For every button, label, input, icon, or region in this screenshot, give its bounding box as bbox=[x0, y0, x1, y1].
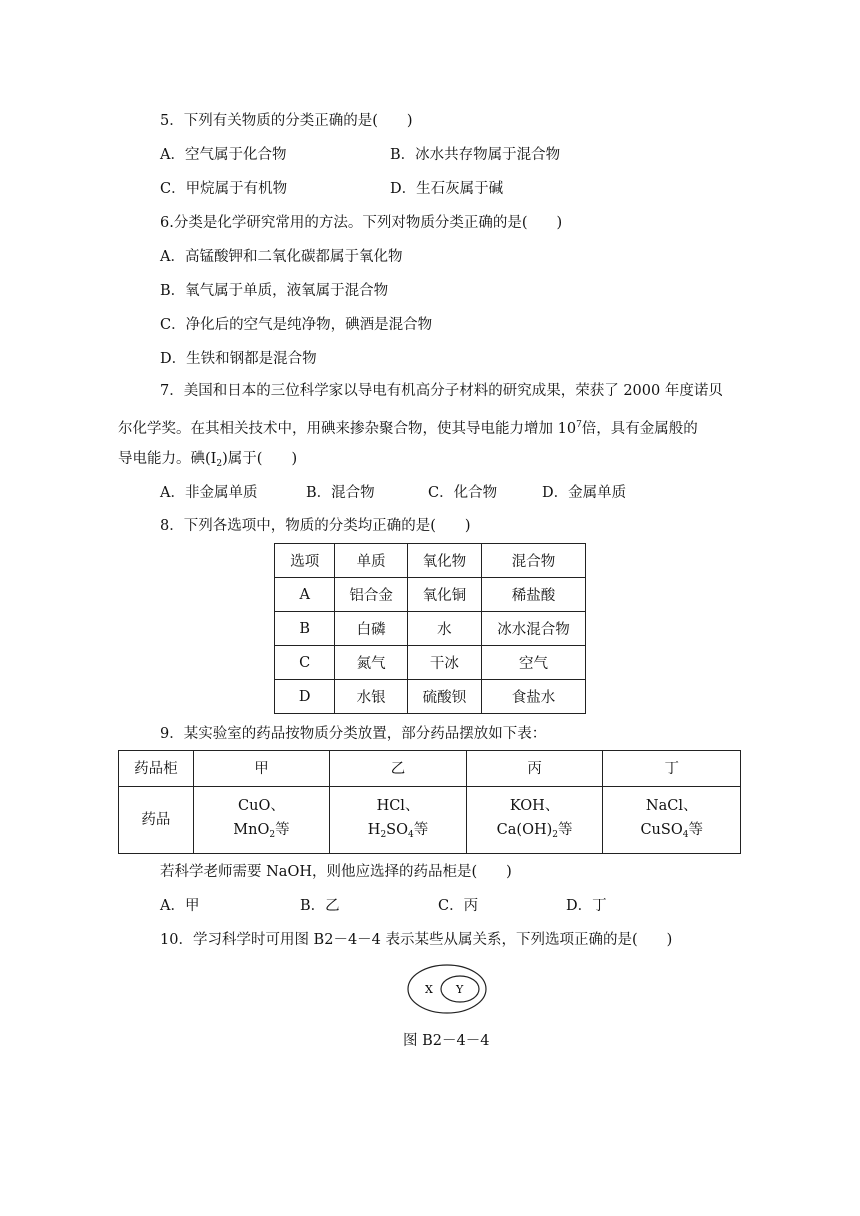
q8-stem: 8．下列各选项中，物质的分类均正确的是( ) bbox=[160, 518, 471, 534]
q8-table bbox=[274, 543, 586, 714]
table-header: 药品柜 bbox=[119, 751, 194, 787]
table-header: 选项 bbox=[275, 544, 335, 578]
table-row bbox=[275, 578, 586, 612]
q7-option-b: B．混合物 bbox=[306, 485, 375, 501]
q9-stem: 9．某实验室的药品按物质分类放置，部分药品摆放如下表： bbox=[160, 726, 547, 742]
table-cell: D bbox=[275, 680, 335, 714]
table-row bbox=[275, 646, 586, 680]
q6-option-d: D．生铁和钢都是混合物 bbox=[160, 351, 317, 367]
table-row bbox=[275, 612, 586, 646]
table-row bbox=[275, 680, 586, 714]
table-row bbox=[119, 787, 741, 854]
figure-caption: 图 B2－4－4 bbox=[403, 1033, 490, 1049]
q6-stem: 6.分类是化学研究常用的方法。下列对物质分类正确的是( ) bbox=[160, 215, 563, 231]
table-cell: 硫酸钡 bbox=[407, 680, 481, 714]
table-cell: 冰水混合物 bbox=[482, 612, 586, 646]
q9-table bbox=[118, 750, 741, 854]
table-cell: 白磷 bbox=[335, 612, 407, 646]
q7-option-a: A．非金属单质 bbox=[160, 485, 258, 501]
q9-question: 若科学老师需要 NaOH，则他应选择的药品柜是( ) bbox=[160, 864, 512, 880]
table-cell: 食盐水 bbox=[482, 680, 586, 714]
table-header: 单质 bbox=[335, 544, 407, 578]
table-cell: 氧化铜 bbox=[407, 578, 481, 612]
table-cell: 干冰 bbox=[407, 646, 481, 680]
table-cell: C bbox=[275, 646, 335, 680]
table-cell: 水银 bbox=[335, 680, 407, 714]
q5-stem: 5．下列有关物质的分类正确的是( ) bbox=[160, 113, 413, 129]
table-cell: 铝合金 bbox=[335, 578, 407, 612]
q7-option-d: D．金属单质 bbox=[542, 485, 627, 501]
table-header: 氧化物 bbox=[407, 544, 481, 578]
table-header-row bbox=[119, 751, 741, 787]
q5-option-b: B．冰水共存物属于混合物 bbox=[390, 147, 561, 163]
table-header: 混合物 bbox=[482, 544, 586, 578]
q9-option-a: A．甲 bbox=[160, 898, 200, 914]
table-cell: 水 bbox=[407, 612, 481, 646]
q5-option-c: C．甲烷属于有机物 bbox=[160, 181, 288, 197]
q9-option-c: C．丙 bbox=[438, 898, 479, 914]
table-cell: HCl、 $H_2SO_4$等 bbox=[330, 787, 467, 854]
q6-option-c: C．净化后的空气是纯净物，碘酒是混合物 bbox=[160, 317, 433, 333]
table-cell: B bbox=[275, 612, 335, 646]
q6-option-b: B．氧气属于单质，液氧属于混合物 bbox=[160, 283, 389, 299]
q10-stem: 10．学习科学时可用图 B2－4－4 表示某些从属关系，下列选项正确的是( ) bbox=[160, 932, 673, 948]
table-cell: 稀盐酸 bbox=[482, 578, 586, 612]
table-header: 丁 bbox=[603, 751, 741, 787]
q9-option-b: B．乙 bbox=[300, 898, 340, 914]
outer-label: X bbox=[425, 983, 433, 996]
table-header-row bbox=[275, 544, 586, 578]
table-header: 丙 bbox=[466, 751, 603, 787]
inner-label: Y bbox=[456, 983, 464, 996]
table-cell: A bbox=[275, 578, 335, 612]
q5-option-d: D．生石灰属于碱 bbox=[390, 181, 504, 197]
table-cell: KOH、 $Ca(OH)_2$等 bbox=[466, 787, 603, 854]
table-header: 乙 bbox=[330, 751, 467, 787]
q7-option-c: C．化合物 bbox=[428, 485, 498, 501]
table-cell: NaCl、 CuSO$_4$等 bbox=[603, 787, 741, 854]
q9-option-d: D．丁 bbox=[566, 898, 607, 914]
table-cell: 药品 bbox=[119, 787, 194, 854]
outer-ellipse bbox=[408, 965, 486, 1013]
table-header: 甲 bbox=[193, 751, 330, 787]
q6-option-a: A．高锰酸钾和二氧化碳都属于氧化物 bbox=[160, 249, 403, 265]
venn-diagram bbox=[404, 962, 490, 1016]
table-cell: CuO、 MnO$_2$等 bbox=[193, 787, 330, 854]
q5-option-a: A．空气属于化合物 bbox=[160, 147, 287, 163]
q7-line-2: 尔化学奖。在其相关技术中，用碘来掺杂聚合物，使其导电能力增加 $10^7$倍，具有金属般的 bbox=[118, 420, 698, 437]
q7-line-3: 导电能力。碘$(I_2)$属于( ) bbox=[118, 451, 298, 469]
table-cell: 氮气 bbox=[335, 646, 407, 680]
table-cell: 空气 bbox=[482, 646, 586, 680]
q7-line-1: 7．美国和日本的三位科学家以导电有机高分子材料的研究成果，荣获了 2000 年度诺贝 bbox=[160, 383, 723, 399]
